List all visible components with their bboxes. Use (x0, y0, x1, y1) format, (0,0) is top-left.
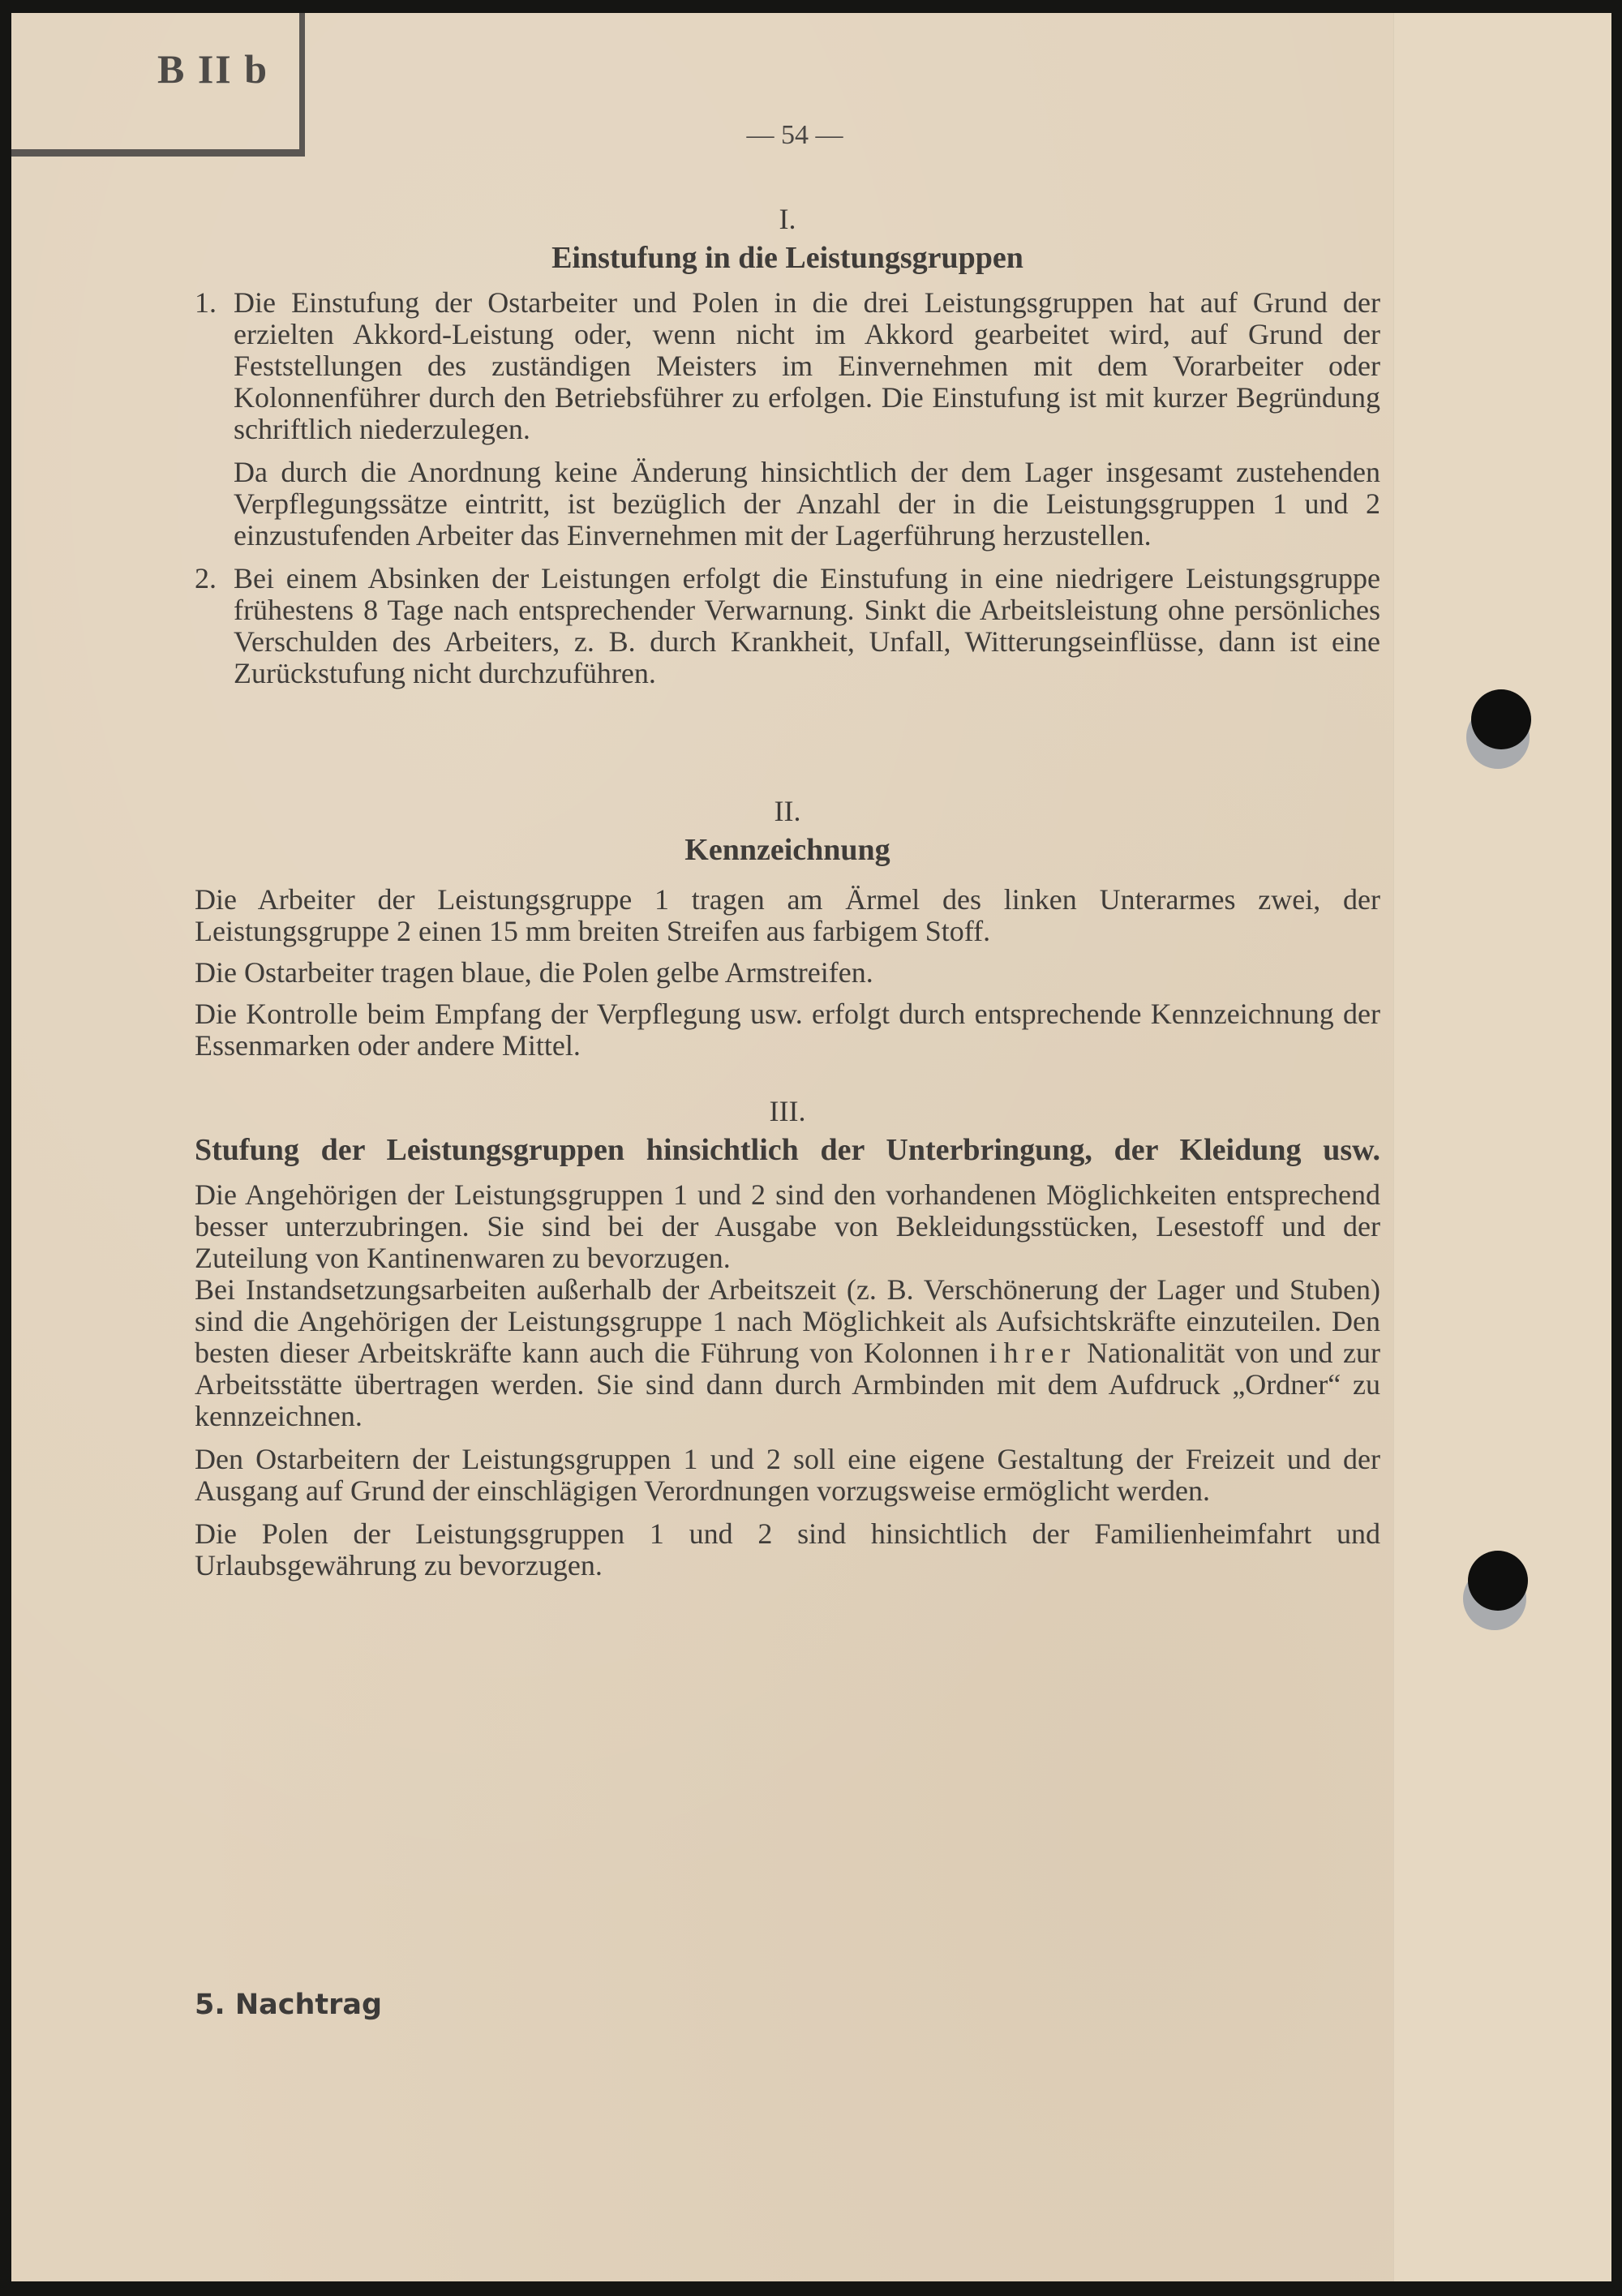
section-title: Stufung der Leistungsgruppen hinsichtlich der Unterbringung, der Kleidung usw. (195, 1133, 1380, 1167)
section-title: Kennzeichnung (684, 833, 890, 867)
list-item (195, 287, 1380, 551)
text-run: Nationalität von und zur Arbeitsstätte übertragen werden. Sie sind dann durch Armbinden mit dem Aufdruck „Ordner“ zu kennzeichnen. (195, 1337, 1380, 1432)
paragraph: Die Polen der Leistungsgruppen 1 und 2 sind hinsichtlich der Familienheimfahrt und Urlaubsgewährung zu bevorzugen. (195, 1517, 1380, 1581)
section-title: Einstufung in die Leistungsgruppen (551, 241, 1023, 275)
item-number: 1. (195, 286, 217, 319)
paragraph: Die Angehörigen der Leistungsgruppen 1 und 2 sind den vorhandenen Möglichkeiten entsprechend besser unterzubringen. Sie sind bei der Ausgabe von Bekleidungsstücken, Lesestoff und der Zuteilung von Kantinenwaren zu bevorzugen. (195, 1178, 1380, 1274)
section-number: III. (769, 1095, 806, 1127)
paragraph: Da durch die Anordnung keine Änderung hinsichtlich der dem Lager insgesamt zustehenden Verpflegungssätze eintritt, ist bezüglich der Anzahl der in die Leistungsgruppen 1 und 2 einzustufenden Arbeiter das Einvernehmen mit der Lagerführung herzustellen. (234, 456, 1380, 551)
page-edge-strip (1393, 13, 1611, 2281)
punch-hole (1471, 689, 1531, 749)
text-run: Bei Instandsetzungsarbeiten außerhalb der Arbeitszeit (z. B. Verschönerung der Lager und Stuben) sind die Angehörigen der Leistungsgruppe 1 nach Möglichkeit als Aufsichtskräfte einzuteilen. Den besten dieser Arbeitskräfte kann auch die Führung von Kolonnen (195, 1273, 1380, 1369)
item-number: 2. (195, 562, 217, 594)
section-3 (195, 1095, 1380, 1581)
paragraph: Die Arbeiter der Leistungsgruppe 1 tragen am Ärmel des linken Unterarmes zwei, der Leistungsgruppe 2 einen 15 mm breiten Streifen aus farbigem Stoff. (195, 883, 1380, 947)
punch-hole (1468, 1551, 1528, 1611)
section-1 (195, 203, 1380, 689)
emphasized-word: ihrer (989, 1337, 1077, 1369)
section-2 (195, 795, 1380, 1062)
section-number: I. (779, 203, 796, 235)
section-number: II. (774, 795, 801, 827)
paragraph (195, 1274, 1380, 1432)
page-number: — 54 — (746, 120, 843, 150)
paragraph: Die Ostarbeiter tragen blaue, die Polen gelbe Armstreifen. (195, 956, 873, 989)
supplement-label: 5. Nachtrag (195, 1989, 383, 2021)
paragraph: Bei einem Absinken der Leistungen erfolgt die Einstufung in eine niedrigere Leistungsgruppe frühestens 8 Tage nach entsprechender Verwarnung. Sinkt die Arbeitsleistung ohne persönliches Verschulden des Arbeiters, z. B. durch Krankheit, Unfall, Witterungseinflüsse, dann ist eine Zurückstufung nicht durchzuführen. (234, 562, 1380, 689)
paragraph: Die Einstufung der Ostarbeiter und Polen in die drei Leistungsgruppen hat auf Grund der erzielten Akkord-Leistung oder, wenn nicht im Akkord gearbeitet wird, auf Grund der Feststellungen des zuständigen Meisters im Einvernehmen mit dem Vorarbeiter oder Kolonnenführer durch den Betriebsführer zu erfolgen. Die Einstufung ist mit kurzer Begründung schriftlich niederzulegen. (234, 286, 1380, 445)
list-item (195, 563, 1380, 689)
paragraph: Den Ostarbeitern der Leistungsgruppen 1 und 2 soll eine eigene Gestaltung der Freizeit und der Ausgang auf Grund der einschlägigen Verordnungen vorzugsweise ermöglicht werden. (195, 1443, 1380, 1507)
classification-label: B II b (157, 46, 269, 92)
paragraph: Die Kontrolle beim Empfang der Verpflegung usw. erfolgt durch entsprechende Kennzeichnung der Essenmarken oder andere Mittel. (195, 998, 1380, 1062)
